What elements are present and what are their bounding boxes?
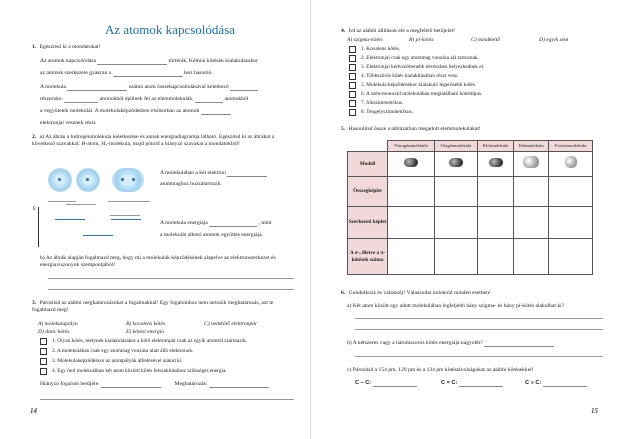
text: részecske. xyxy=(40,96,63,102)
right-page xyxy=(310,0,620,439)
item-text: 8. Tengelyszimmetrikus. xyxy=(361,109,414,116)
bond-label: C = C: xyxy=(441,380,458,386)
model-cell xyxy=(549,152,593,177)
atom-shape xyxy=(76,168,100,192)
subquestion-label: c) xyxy=(347,367,352,373)
question-2 xyxy=(32,134,294,148)
text: számú atom összekapcsolódásával keletkező xyxy=(128,84,229,90)
nucleus-dot xyxy=(86,178,89,181)
option-d: D) datív kötés xyxy=(38,329,70,335)
option-a: A) szigma-kötés xyxy=(347,37,383,43)
page-number: 14 xyxy=(30,407,37,415)
text: atommaghoz hozzátartozik. xyxy=(160,181,222,187)
table-row xyxy=(348,239,593,275)
option-d: D) egyik sem xyxy=(539,37,569,43)
answer-cell[interactable] xyxy=(388,177,435,207)
q1-sentence-6 xyxy=(40,120,290,127)
text: lesz hasonló. xyxy=(183,70,213,76)
bond-label: C ≡ C: xyxy=(525,380,542,386)
model-cell xyxy=(388,152,435,177)
question-3 xyxy=(32,300,294,314)
answer-box[interactable] xyxy=(40,358,47,365)
option-c: C) mindkettő xyxy=(471,37,501,43)
column-header: Oxigénmolekula xyxy=(434,141,477,152)
molecule-shape xyxy=(112,168,144,192)
molecule-energy-level xyxy=(83,235,113,236)
question-number: 6. xyxy=(341,290,346,296)
question-6 xyxy=(341,290,491,297)
table-row xyxy=(348,207,593,239)
answer-blank[interactable] xyxy=(113,71,183,77)
statement-item xyxy=(349,73,458,80)
bond-triple xyxy=(525,380,587,387)
q1-sentence-1 xyxy=(40,58,290,65)
answer-cell[interactable] xyxy=(388,239,435,275)
table-header-row xyxy=(348,141,593,152)
question-number: 1. xyxy=(32,44,37,50)
q6c xyxy=(347,367,603,374)
subquestion-label: b) xyxy=(40,255,45,261)
text: A molekula energiája xyxy=(160,220,208,226)
question-number: 4. xyxy=(341,28,346,34)
label-line[interactable] xyxy=(48,201,76,202)
page-title: Az atomok kapcsolódása xyxy=(105,22,235,37)
q2b xyxy=(40,255,294,269)
energy-diagram xyxy=(33,207,158,247)
atom-energy-level xyxy=(55,219,85,220)
page-number: 15 xyxy=(591,407,598,415)
item-text: 4. Többszörös kötés kialakításában részt vesz. xyxy=(361,73,459,80)
q6b xyxy=(347,340,603,347)
question-number: 3. xyxy=(32,300,37,306)
empty-cell xyxy=(348,141,388,152)
row-header: A σ-, illetve a π-kötések száma xyxy=(348,239,388,275)
q2-sentence-4 xyxy=(160,232,300,239)
row-header: Összegképlet xyxy=(348,177,388,207)
item-text: 3. Elektronjai kedvezőtlenebb térrészben helyezkednek el. xyxy=(361,64,485,71)
answer-blank[interactable] xyxy=(227,171,267,177)
answer-blank[interactable] xyxy=(459,381,503,387)
text: a vegyületek molekulái. A molekulaképződésben elsősorban az atomok xyxy=(40,108,200,114)
q1-sentence-2 xyxy=(40,70,290,77)
match-item xyxy=(40,348,193,355)
nucleus-dot xyxy=(58,178,61,181)
answer-blank[interactable] xyxy=(373,381,417,387)
answer-blank[interactable] xyxy=(230,85,258,91)
bond-single xyxy=(355,380,417,387)
item-text: 2. A molekulában csak egy atommag vonzása alatt álló elektronok. xyxy=(52,348,194,355)
answer-box[interactable] xyxy=(349,64,356,71)
text: A molekulában a két elektron xyxy=(160,170,226,176)
chlorine-model-icon xyxy=(489,158,503,167)
answer-cell[interactable] xyxy=(549,207,593,239)
answer-blank[interactable] xyxy=(67,85,127,91)
answer-cell[interactable] xyxy=(477,239,513,275)
answer-cell[interactable] xyxy=(434,239,477,275)
item-text: 6. A szén-monoxid molekulában megtalálható kötéstípus. xyxy=(361,91,483,98)
statement-item xyxy=(349,46,400,53)
question-text: Írd az alábbi állítások elé a megfelelő betűjelet! xyxy=(348,28,455,34)
q1-sentence-3 xyxy=(40,84,300,91)
answer-cell[interactable] xyxy=(388,207,435,239)
column-header: Klórmolekula xyxy=(477,141,513,152)
molecule-comparison-table xyxy=(347,140,593,275)
nucleus-dot xyxy=(132,178,135,181)
text: Meghatározás: xyxy=(174,381,208,387)
item-text: 1. Olyan kötés, melynek kialakulásakor a kötő elektronpár csak az egyik atomtól származik. xyxy=(52,338,248,345)
option-a: A) molekulapálya xyxy=(38,321,78,327)
column-header: Foszformolekula xyxy=(549,141,593,152)
question-text: Az ábrán a hidrogénmolekula keletkezése és annak energiadiagramja látható. Egészítsd ki az ábrákat a következő szavakkal: H-atom, H₂-molekula, majd pótold a hiányzó szavakat a mondatokból! xyxy=(32,134,275,147)
match-item xyxy=(40,368,227,375)
answer-line[interactable] xyxy=(40,399,294,400)
answer-blank[interactable] xyxy=(97,59,167,65)
answer-box[interactable] xyxy=(349,55,356,62)
answer-line[interactable] xyxy=(48,289,294,290)
question-text: Párosítsd az alábbi meghatározásokat a fogalmakkal! Egy fogalomhoz nem tartozik meghatározás, azt te fogalmazd meg! xyxy=(32,300,274,313)
answer-box[interactable] xyxy=(349,82,356,89)
item-text: 3. Molekulaképződéskor az atompályák átfedésével alakul ki. xyxy=(52,358,183,365)
statement-item xyxy=(349,64,484,71)
subquestion-label: a) xyxy=(347,303,352,309)
question-text: Egészítsd ki a mondatokat! xyxy=(39,44,101,50)
label-line[interactable] xyxy=(108,201,150,202)
answer-box[interactable] xyxy=(349,109,356,116)
q2-sentence-1 xyxy=(160,170,300,177)
label-line[interactable] xyxy=(110,215,140,216)
answer-line[interactable] xyxy=(48,278,294,279)
question-text: Párosítsd a 154 pm, 120 pm és a 134 pm kötéstávolságokat az alábbi kötésekkel! xyxy=(352,367,534,373)
hydrogen-atoms-figure xyxy=(46,162,156,198)
answer-blank[interactable] xyxy=(209,382,269,388)
nucleus-dot xyxy=(121,178,124,181)
answer-box[interactable] xyxy=(349,46,356,53)
answer-box[interactable] xyxy=(349,100,356,107)
answer-box[interactable] xyxy=(349,73,356,80)
text: történik. Kémiai kötések kialakulásakor xyxy=(168,58,258,64)
statement-item xyxy=(349,82,476,89)
bond-double xyxy=(441,380,503,387)
table-row xyxy=(348,177,593,207)
subquestion-label: b) xyxy=(347,340,352,346)
question-number: 5. xyxy=(341,126,346,132)
answer-cell[interactable] xyxy=(549,177,593,207)
item-text: 2. Elektronjai csak egy atommag vonzása alá tartoznak. xyxy=(361,55,479,62)
subquestion-label: a) xyxy=(39,134,44,140)
match-item xyxy=(40,358,183,365)
answer-line[interactable] xyxy=(355,318,603,319)
answer-box[interactable] xyxy=(40,348,47,355)
answer-cell[interactable] xyxy=(477,177,513,207)
text: atomokból xyxy=(224,96,249,102)
question-text: Hasonlítsd össze a táblázatban megadott elemmolekulákat! xyxy=(348,126,481,132)
text: a molekulát alkotó atomok együttes energiája. xyxy=(160,232,264,238)
statement-item xyxy=(349,109,413,116)
bond-label: C – C: xyxy=(355,380,372,386)
missing-definition-row xyxy=(40,381,294,388)
answer-line[interactable] xyxy=(355,329,603,330)
nitrogen-model-icon xyxy=(404,158,418,167)
text: elektronjai vesznek részt. xyxy=(40,120,97,126)
question-text: Gondolkozz és válaszolj! Válaszodat indokold minden esetben! xyxy=(348,290,491,296)
answer-blank[interactable] xyxy=(64,97,98,103)
column-header: Kénmolekula xyxy=(514,141,549,152)
question-text: Az ábrák alapján fogalmazd meg, hogy mi a molekulák képződésének alapelve az elektronszerkezet és energiaviszonyok szempontjából! xyxy=(40,255,276,268)
text: atomokból épülnek fel az elemmolekulák, xyxy=(99,96,194,102)
answer-blank[interactable] xyxy=(209,221,257,227)
row-header: Modell xyxy=(348,152,388,177)
answer-cell[interactable] xyxy=(514,177,549,207)
match-item xyxy=(40,338,247,345)
item-text: 4. Egy mol molekulában két atom közötti kötés felszakításához szükséges energia. xyxy=(52,368,227,375)
answer-box[interactable] xyxy=(40,338,47,345)
answer-blank[interactable] xyxy=(543,381,587,387)
atom-shape xyxy=(48,168,72,192)
model-cell xyxy=(514,152,549,177)
question-4 xyxy=(341,28,455,35)
q2-sentence-2 xyxy=(160,181,300,188)
answer-blank[interactable] xyxy=(195,97,223,103)
item-text: 5. Molekula képződésekor kialakuló legerősebb kötés. xyxy=(361,82,477,89)
answer-cell[interactable] xyxy=(434,207,477,239)
question-number: 2. xyxy=(32,134,37,140)
phosphorus-model-icon xyxy=(565,156,577,168)
answer-blank[interactable] xyxy=(484,341,554,347)
text: Hiányzó fogalom betűjele: xyxy=(40,381,100,387)
row-header: Szerkezeti képlet xyxy=(348,207,388,239)
answer-blank[interactable] xyxy=(201,109,231,115)
answer-cell[interactable] xyxy=(434,177,477,207)
table-row xyxy=(348,152,593,177)
question-text: Két atom között egy adott molekulában legfeljebb hány szigma- és hány pí-kötés alakulhat ki? xyxy=(352,303,565,309)
answer-box[interactable] xyxy=(349,91,356,98)
answer-box[interactable] xyxy=(40,368,47,375)
answer-cell[interactable] xyxy=(549,239,593,275)
statement-item xyxy=(349,100,403,107)
atom-energy-level xyxy=(111,219,141,220)
option-c: C) nemkötő elektronpár xyxy=(204,321,258,327)
answer-line[interactable] xyxy=(355,356,603,357)
text: Az atomok kapcsolódása xyxy=(40,58,96,64)
sulfur-model-icon xyxy=(523,156,539,168)
answer-cell[interactable] xyxy=(514,207,549,239)
item-text: 7. Síkszimmetrikus. xyxy=(361,100,404,107)
question-5 xyxy=(341,126,481,133)
item-text: 1. Kovalens kötés. xyxy=(361,46,401,53)
option-b: B) pí-kötés xyxy=(409,37,434,43)
answer-cell[interactable] xyxy=(477,207,513,239)
q6a xyxy=(347,303,603,310)
question-1 xyxy=(32,44,100,51)
statement-item xyxy=(349,55,479,62)
statement-item xyxy=(349,91,482,98)
label-line[interactable] xyxy=(66,204,96,205)
text: , mint xyxy=(258,220,272,226)
energy-axis-label: E xyxy=(33,207,37,212)
answer-blank[interactable] xyxy=(101,382,161,388)
option-e: E) kötési energia xyxy=(126,329,165,335)
q1-sentence-5 xyxy=(40,108,300,115)
answer-cell[interactable] xyxy=(514,239,549,275)
model-cell xyxy=(477,152,513,177)
model-cell xyxy=(434,152,477,177)
option-b: B) kovalens kötés xyxy=(126,321,166,327)
question-text: A kétszeres vagy a háromszoros kötés energiája nagyobb? xyxy=(352,340,483,346)
q1-sentence-4 xyxy=(40,96,300,103)
q2-sentence-3 xyxy=(160,220,300,227)
column-header: Nitrogénmolekula xyxy=(388,141,435,152)
text: A molekula xyxy=(40,84,66,90)
text: az atomok szerkezete gyakran a xyxy=(40,70,112,76)
oxygen-model-icon xyxy=(449,158,463,167)
